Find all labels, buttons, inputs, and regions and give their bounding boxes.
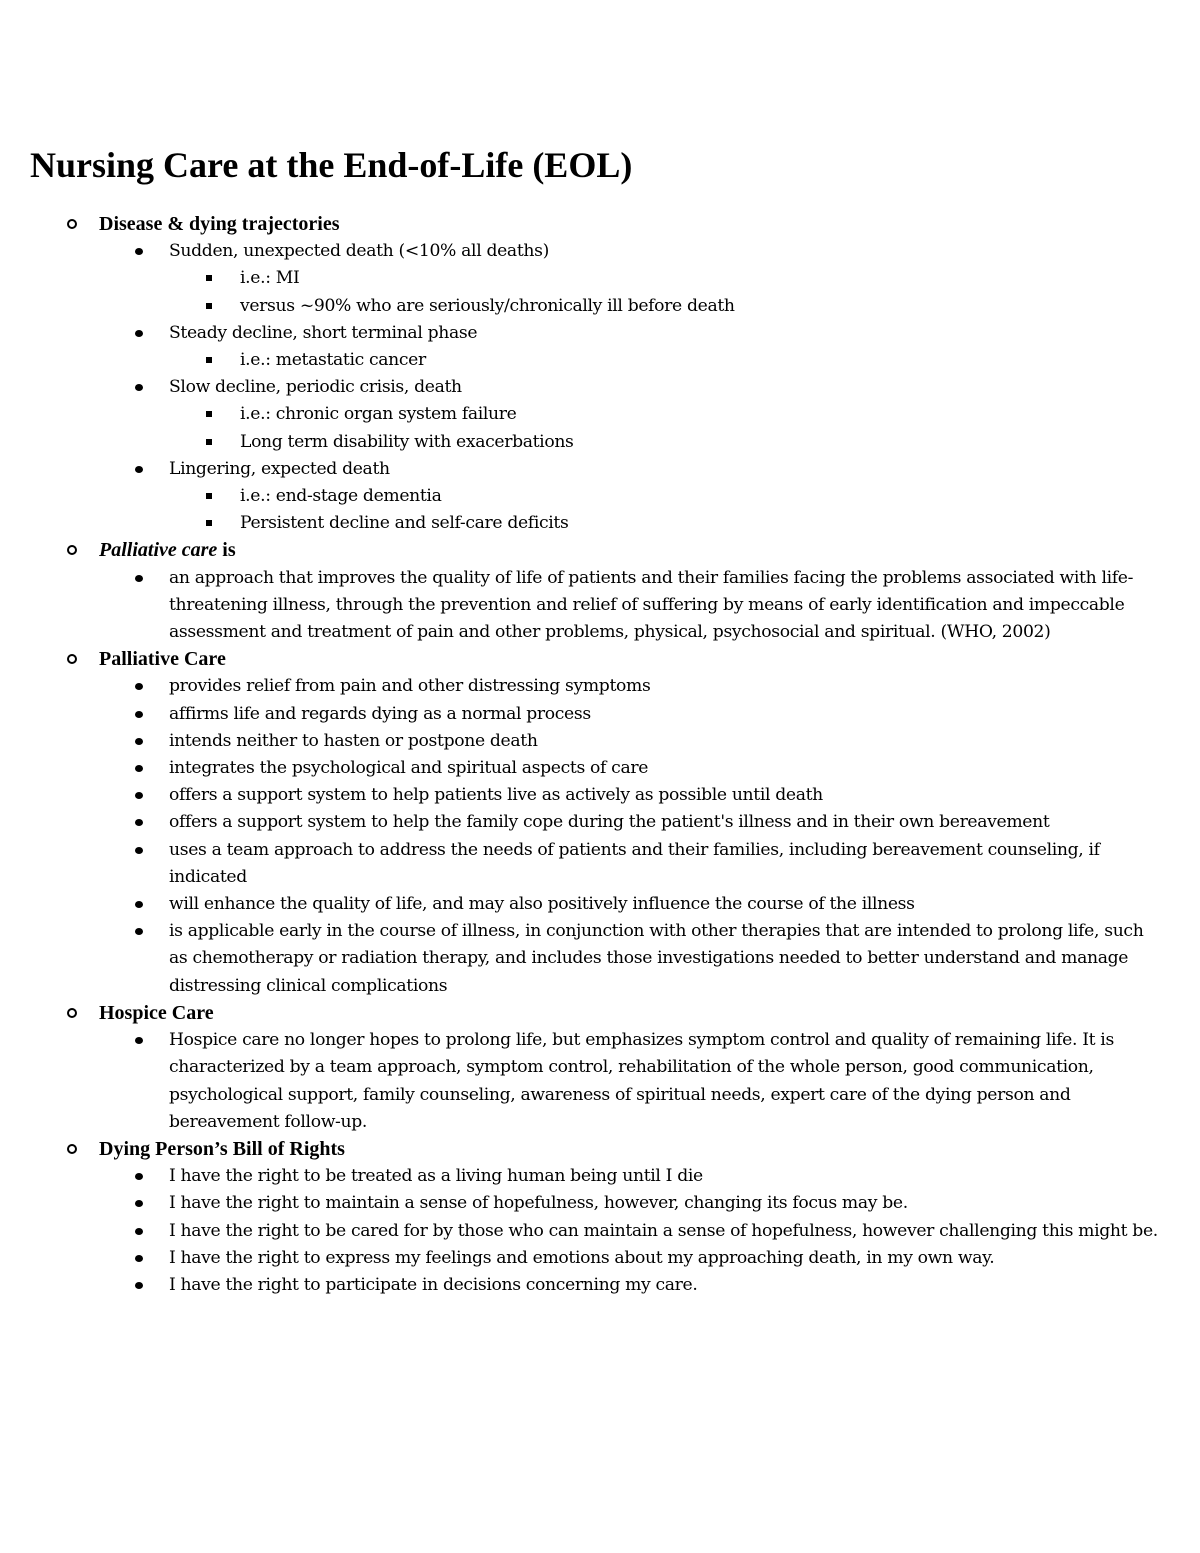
list-item-text: Lingering, expected death [169,458,390,479]
filled-circle-bullet-icon [135,330,143,337]
hollow-circle-bullet-icon [67,1008,77,1018]
list-item-text: Sudden, unexpected death (<10% all deaths) [169,241,549,262]
section-heading [99,211,1165,238]
section-heading-part: Palliative care [99,539,218,562]
filled-circle-bullet-icon [135,847,143,854]
sub-list-item-text: Long term disability with exacerbations [240,431,574,452]
list-item [99,456,1165,538]
list-item-text: Steady decline, short terminal phase [169,322,478,343]
sub-list-item-text: i.e.: metastatic cancer [240,350,426,371]
list-item [99,1245,1165,1272]
list-item [99,1218,1165,1245]
list-item-text: intends neither to hasten or postpone death [169,730,538,751]
outline-list [30,211,1165,1299]
filled-circle-bullet-icon [135,738,143,745]
sub-bullet-list [169,401,1165,455]
sub-list-item-text: i.e.: end-stage dementia [240,486,442,507]
sub-list-item [169,510,1165,537]
list-item-text: is applicable early in the course of illness, in conjunction with other therapies that are intended to prolong life, such as chemotherapy or radiation therapy, and includes those investigations needed to better understand and manage distressing clinical complications [169,921,1144,996]
filled-circle-bullet-icon [135,248,143,255]
bullet-list [168,1027,1165,1136]
filled-circle-bullet-icon [135,792,143,799]
list-item-text: I have the right to express my feelings and emotions about my approaching death, in my own way. [169,1247,995,1268]
sub-list-item [169,265,1165,292]
list-item [99,837,1165,891]
list-item-text: integrates the psychological and spiritual aspects of care [169,758,649,779]
sub-list-item [169,293,1165,320]
filled-circle-bullet-icon [135,765,143,772]
list-item-text: provides relief from pain and other distressing symptoms [169,676,651,697]
list-item-text: I have the right to be treated as a living human being until I die [169,1166,703,1187]
list-item-text: I have the right to maintain a sense of hopefulness, however, changing its focus may be. [169,1193,908,1214]
section-heading [99,1136,1165,1163]
filled-circle-bullet-icon [135,466,143,473]
filled-circle-bullet-icon [135,1282,143,1289]
list-item-text: Slow decline, periodic crisis, death [169,377,462,398]
list-item [99,701,1165,728]
filled-circle-bullet-icon [135,1173,143,1180]
sub-bullet-list [169,347,1165,374]
square-bullet-icon [206,303,212,309]
section-heading [99,646,1165,673]
hollow-circle-bullet-icon [67,654,77,664]
list-item-text: an approach that improves the quality of life of patients and their families facing the problems associated with life-threatening illness, through the prevention and relief of suffering by means of early identification and impeccable assessment and treatment of pain and other problems, physical, psychosocial and spiritual. (WHO, 2002) [169,567,1134,643]
filled-circle-bullet-icon [135,1228,143,1235]
sub-list-item-text: versus ~90% who are seriously/chronically ill before death [240,295,735,316]
bullet-list [168,1163,1165,1299]
square-bullet-icon [206,520,212,526]
section-heading-part: is [217,539,236,562]
list-item [99,918,1165,1000]
section-heading-part: Dying Person’s Bill of Rights [99,1137,345,1160]
section-heading-part: Hospice Care [99,1001,214,1024]
list-item [99,1027,1165,1136]
section-item [30,211,1165,537]
sub-bullet-list [169,483,1165,537]
section-heading [99,537,1165,564]
bullet-list [168,565,1165,647]
sub-bullet-list [169,265,1165,319]
sub-list-item [169,401,1165,428]
list-item [99,755,1165,782]
section-item [30,646,1165,1000]
list-item [99,565,1165,647]
hollow-circle-bullet-icon [67,1144,77,1154]
list-item [99,1272,1165,1299]
list-item-text: uses a team approach to address the needs of patients and their families, including bereavement counseling, if indicated [169,839,1100,887]
hollow-circle-bullet-icon [67,545,77,555]
list-item [99,673,1165,700]
list-item-text: Hospice care no longer hopes to prolong life, but emphasizes symptom control and quality of remaining life. It is characterized by a team approach, symptom control, rehabilitation of the whole person, good communication, psychological support, family counseling, awareness of spiritual needs, expert care of the dying person and bereavement follow-up. [169,1030,1114,1132]
list-item-text: I have the right to participate in decisions concerning my care. [169,1274,698,1295]
filled-circle-bullet-icon [135,1037,143,1044]
sub-list-item-text: i.e.: chronic organ system failure [240,404,517,425]
list-item-text: will enhance the quality of life, and may also positively influence the course of the illness [169,894,915,915]
filled-circle-bullet-icon [135,1200,143,1207]
hollow-circle-bullet-icon [67,219,77,229]
sub-list-item [169,347,1165,374]
section-item [30,537,1165,646]
sub-list-item [169,483,1165,510]
square-bullet-icon [206,493,212,499]
list-item [99,374,1165,456]
filled-circle-bullet-icon [135,928,143,935]
filled-circle-bullet-icon [135,901,143,908]
section-item [30,1136,1165,1299]
bullet-list [168,238,1165,537]
list-item-text: offers a support system to help the family cope during the patient's illness and in their own bereavement [169,812,1050,833]
filled-circle-bullet-icon [135,575,143,582]
document-page [30,140,1165,1299]
list-item [99,782,1165,809]
sub-list-item-text: i.e.: MI [240,268,300,289]
filled-circle-bullet-icon [135,819,143,826]
page-title: Nursing Care at the End-of-Life (EOL) [30,145,633,185]
list-item [99,809,1165,836]
square-bullet-icon [206,357,212,363]
section-item [30,1000,1165,1136]
square-bullet-icon [206,439,212,445]
square-bullet-icon [206,275,212,281]
section-heading-part: Palliative Care [99,648,226,671]
list-item [99,891,1165,918]
section-heading [99,1000,1165,1027]
filled-circle-bullet-icon [135,1255,143,1262]
sub-list-item-text: Persistent decline and self-care deficits [240,513,569,534]
list-item-text: I have the right to be cared for by those who can maintain a sense of hopefulness, however challenging this might be. [169,1220,1158,1241]
sub-list-item [169,429,1165,456]
section-heading-part: Disease & dying trajectories [99,213,340,235]
list-item [99,1190,1165,1217]
list-item [99,238,1165,320]
list-item [99,1163,1165,1190]
list-item-text: affirms life and regards dying as a normal process [169,703,591,724]
filled-circle-bullet-icon [135,683,143,690]
list-item [99,728,1165,755]
filled-circle-bullet-icon [135,384,143,391]
bullet-list [168,673,1165,999]
list-item [99,320,1165,374]
list-item-text: offers a support system to help patients live as actively as possible until death [169,785,823,806]
filled-circle-bullet-icon [135,711,143,718]
square-bullet-icon [206,411,212,417]
